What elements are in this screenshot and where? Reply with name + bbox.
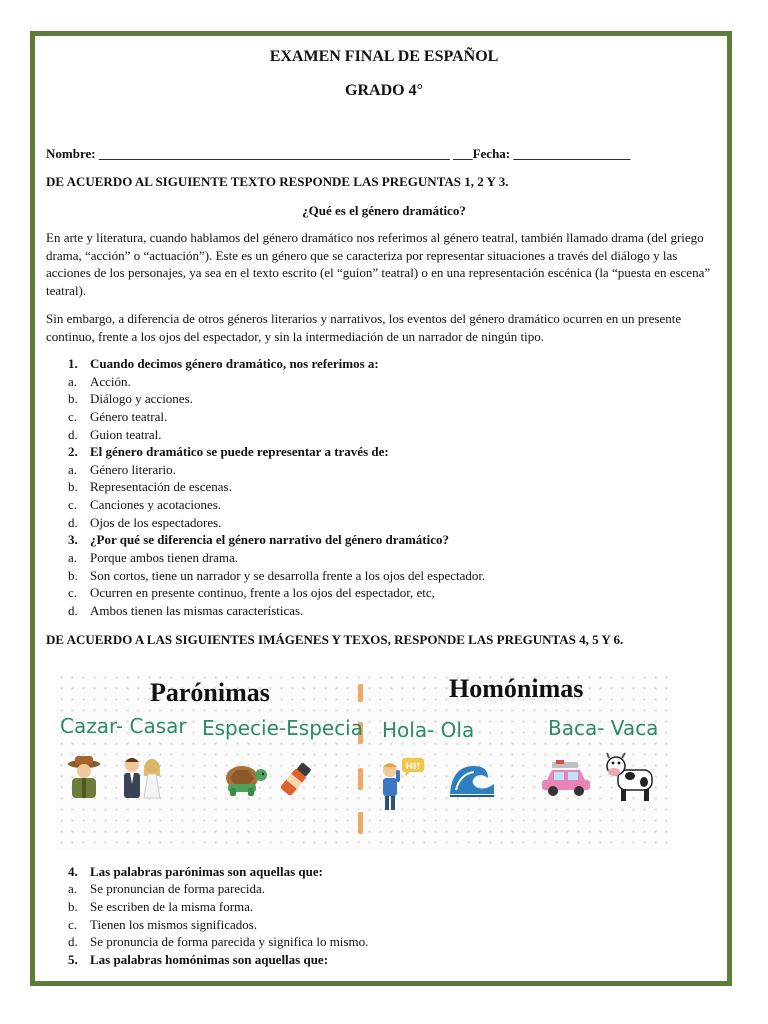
- option-text: Género literario.: [90, 462, 176, 477]
- homonimas-title: Homónimas: [449, 674, 584, 703]
- q2-option-b: [68, 479, 232, 495]
- spice-bottle-icon: [276, 758, 316, 800]
- hunter-icon: [64, 754, 104, 800]
- option-letter: c.: [68, 409, 78, 424]
- q4-option-b: [68, 899, 253, 915]
- question-5: [68, 952, 328, 968]
- pair-hola-ola: Hola- Ola: [382, 718, 475, 742]
- option-text: Guion teatral.: [90, 427, 162, 442]
- q3-option-c: [68, 585, 435, 601]
- question-text: Las palabras parónimas son aquellas que:: [90, 864, 323, 879]
- wave-icon: [448, 760, 496, 798]
- name-date-line: Nombre: ______________________________________________________ ___Fecha: __________________: [46, 146, 631, 161]
- question-number: 5.: [68, 952, 78, 967]
- option-letter: c.: [68, 917, 78, 932]
- option-letter: d.: [68, 934, 78, 949]
- option-letter: d.: [68, 515, 78, 530]
- q1-option-d: [68, 427, 161, 443]
- option-text: Acción.: [90, 374, 131, 389]
- q1-option-a: [68, 374, 131, 390]
- option-letter: d.: [68, 427, 78, 442]
- cow-icon: [604, 752, 660, 804]
- grade-title: GRADO 4°: [345, 82, 423, 99]
- q2-option-a: [68, 462, 176, 478]
- divider-dash: [358, 684, 363, 702]
- option-text: Tienen los mismos significados.: [90, 917, 258, 932]
- option-letter: c.: [68, 585, 78, 600]
- option-text: Canciones y acotaciones.: [90, 497, 222, 512]
- question-number: 3.: [68, 532, 78, 547]
- turtle-icon: [222, 758, 268, 798]
- pair-especie-especia: Especie-Especia: [202, 716, 363, 740]
- paragraph-1: En arte y literatura, cuando hablamos del género dramático nos referimos al género teatral, también llamado drama (del griego drama, “acción” o “actuación”). Este es un género que se caracteriza por representar situaciones a través del diálogo y las acciones de los personajes, ya sea en el texto escrito (el “guion” teatral) o en una representación escénica (la “puesta en escena” teatral).: [46, 230, 711, 298]
- paragraph-2: Sin embargo, a diferencia de otros géneros literarios y narrativos, los eventos del género dramático ocurren en un presente continuo, frente a los ojos del espectador, y sin la intermediación de un narrador de ningún tipo.: [46, 311, 682, 344]
- q3-option-a: [68, 550, 238, 566]
- question-4: [68, 864, 323, 880]
- option-text: Ambos tienen las mismas características.: [90, 603, 304, 618]
- option-text: Se escriben de la misma forma.: [90, 899, 254, 914]
- question-number: 1.: [68, 356, 78, 371]
- text-title: ¿Qué es el género dramático?: [302, 203, 466, 218]
- option-text: Representación de escenas.: [90, 479, 232, 494]
- option-letter: b.: [68, 899, 78, 914]
- q3-option-b: [68, 568, 485, 584]
- option-letter: b.: [68, 568, 78, 583]
- option-text: Diálogo y acciones.: [90, 391, 193, 406]
- q3-option-d: [68, 603, 303, 619]
- q2-option-c: [68, 497, 221, 513]
- car-roof-rack-icon: [540, 760, 592, 798]
- option-letter: d.: [68, 603, 78, 618]
- q1-option-b: [68, 391, 193, 407]
- option-letter: a.: [68, 462, 78, 477]
- option-text: Ocurren en presente continuo, frente a los ojos del espectador, etc,: [90, 585, 435, 600]
- q4-option-a: [68, 881, 265, 897]
- question-text: ¿Por qué se diferencia el género narrativo del género dramático?: [90, 532, 449, 547]
- question-2: [68, 444, 389, 460]
- option-letter: c.: [68, 497, 78, 512]
- q4-option-c: [68, 917, 257, 933]
- divider-dash: [358, 768, 363, 790]
- paronyms-homonyms-figure: [56, 672, 672, 850]
- pair-baca-vaca: Baca- Vaca: [548, 716, 659, 740]
- speech-text: HI!: [405, 762, 421, 772]
- option-text: Género teatral.: [90, 409, 168, 424]
- question-1: [68, 356, 379, 372]
- option-letter: b.: [68, 479, 78, 494]
- option-text: Se pronuncia de forma parecida y significa lo mismo.: [90, 934, 369, 949]
- option-text: Son cortos, tiene un narrador y se desarrolla frente a los ojos del espectador.: [90, 568, 486, 583]
- paronimas-title: Parónimas: [150, 678, 270, 707]
- question-number: 4.: [68, 864, 78, 879]
- q2-option-d: [68, 515, 221, 531]
- section1-instruction: DE ACUERDO AL SIGUIENTE TEXTO RESPONDE LAS PREGUNTAS 1, 2 Y 3.: [46, 174, 509, 189]
- pair-cazar-casar: Cazar- Casar: [60, 714, 187, 738]
- option-text: Se pronuncian de forma parecida.: [90, 881, 266, 896]
- divider-dash: [358, 812, 363, 834]
- q1-option-c: [68, 409, 167, 425]
- exam-title: EXAMEN FINAL DE ESPAÑOL: [269, 48, 499, 65]
- question-text: El género dramático se puede representar a través de:: [90, 444, 389, 459]
- wedding-couple-icon: [118, 754, 166, 800]
- section2-instruction: DE ACUERDO A LAS SIGUIENTES IMÁGENES Y TEXOS, RESPONDE LAS PREGUNTAS 4, 5 Y 6.: [46, 632, 624, 647]
- q4-option-d: [68, 934, 368, 950]
- question-text: Las palabras homónimas son aquellas que:: [90, 952, 329, 967]
- option-text: Porque ambos tienen drama.: [90, 550, 239, 565]
- question-text: Cuando decimos género dramático, nos referimos a:: [90, 356, 379, 371]
- option-letter: a.: [68, 550, 78, 565]
- option-letter: a.: [68, 374, 78, 389]
- question-number: 2.: [68, 444, 78, 459]
- waving-man-icon: [374, 756, 428, 812]
- question-3: [68, 532, 449, 548]
- option-letter: b.: [68, 391, 78, 406]
- option-text: Ojos de los espectadores.: [90, 515, 222, 530]
- option-letter: a.: [68, 881, 78, 896]
